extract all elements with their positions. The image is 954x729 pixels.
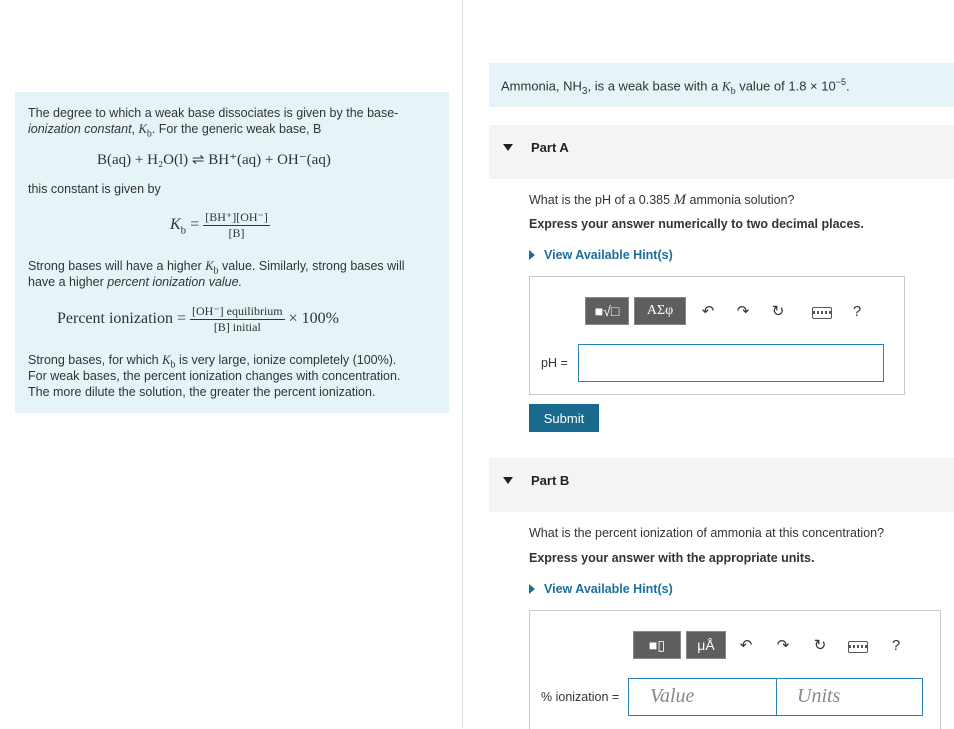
intro-line-7: For weak bases, the percent ionization changes with concentration. [28,369,401,383]
kb-formula: $K_b$ = $\frac{[BH^+][OH^-]}{[B]}$ [170,210,268,240]
intro-panel [15,92,449,413]
units-input[interactable]: Units [776,678,923,716]
value-input[interactable]: Value [628,678,777,716]
part-a-hint-link[interactable]: View Available Hint(s) [529,248,673,262]
part-b-answer-box [529,610,941,729]
undo-icon[interactable]: ↶ [701,303,715,320]
intro-line-5: have a higher percent ionization value. [28,275,243,289]
percent-ionization-label: % ionization = [541,690,620,704]
part-a-instruction: Express your answer numerically to two decimal places. [529,217,864,231]
intro-line-6: Strong bases, for which $K_b$ is very large, ionize completely (100%). [28,353,397,371]
intro-line-8: The more dilute the solution, the greater the percent ionization. [28,385,376,399]
dissociation-equation: B(aq) + H₂O(l) ⇌ BH⁺(aq) + OH⁻(aq) [97,152,331,168]
reset-icon[interactable]: ↻ [771,303,785,320]
collapse-triangle-icon[interactable] [503,144,513,151]
keyboard-icon[interactable] [848,641,868,653]
part-b-hint-link[interactable]: View Available Hint(s) [529,582,673,596]
templates-button[interactable]: ■√□ [585,297,629,325]
redo-icon[interactable]: ↷ [736,303,750,320]
greek-symbols-button[interactable]: AΣφ [634,297,686,325]
submit-button[interactable]: Submit [529,404,599,432]
intro-line-1: The degree to which a weak base dissociates is given by the base- [28,106,399,120]
ph-input[interactable] [578,344,884,382]
part-a-answer-box [529,276,905,395]
part-b-header[interactable] [489,458,954,512]
reset-icon[interactable]: ↻ [813,637,827,654]
intro-line-4: Strong bases will have a higher $K_b$ value. Similarly, strong bases will [28,259,405,277]
percent-ionization-formula: Percent ionization = $\frac{\text{[OH⁻] equilibrium}}{\text{[B] initial}}$ × 100% [57,304,339,334]
redo-icon[interactable]: ↷ [776,637,790,654]
templates-button[interactable]: ■▯ [633,631,681,659]
help-icon[interactable]: ? [891,636,901,654]
part-b-instruction: Express your answer with the appropriate units. [529,551,815,565]
keyboard-icon[interactable] [812,307,832,319]
part-a-header[interactable] [489,125,954,179]
expand-triangle-icon [529,250,535,260]
ph-label: pH = [541,356,568,370]
part-b-title: Part B [531,473,570,488]
units-button[interactable]: μÅ [686,631,726,659]
undo-icon[interactable]: ↶ [739,637,753,654]
help-icon[interactable]: ? [852,302,862,320]
part-b-question: What is the percent ionization of ammonia at this concentration? [529,526,885,540]
expand-triangle-icon [529,584,535,594]
collapse-triangle-icon[interactable] [503,477,513,484]
intro-line-2: ionization constant, $K_b$. For the generic weak base, B [28,122,322,140]
column-divider [462,0,463,728]
part-a-title: Part A [531,140,569,155]
problem-statement: Ammonia, $NH_3$, is a weak base with a $K_b$ value of $1.8 \times 10^{-5}$. [489,63,954,107]
part-a-question: What is the pH of a 0.385 M ammonia solution? [529,192,795,208]
intro-line-3: this constant is given by [28,182,161,196]
